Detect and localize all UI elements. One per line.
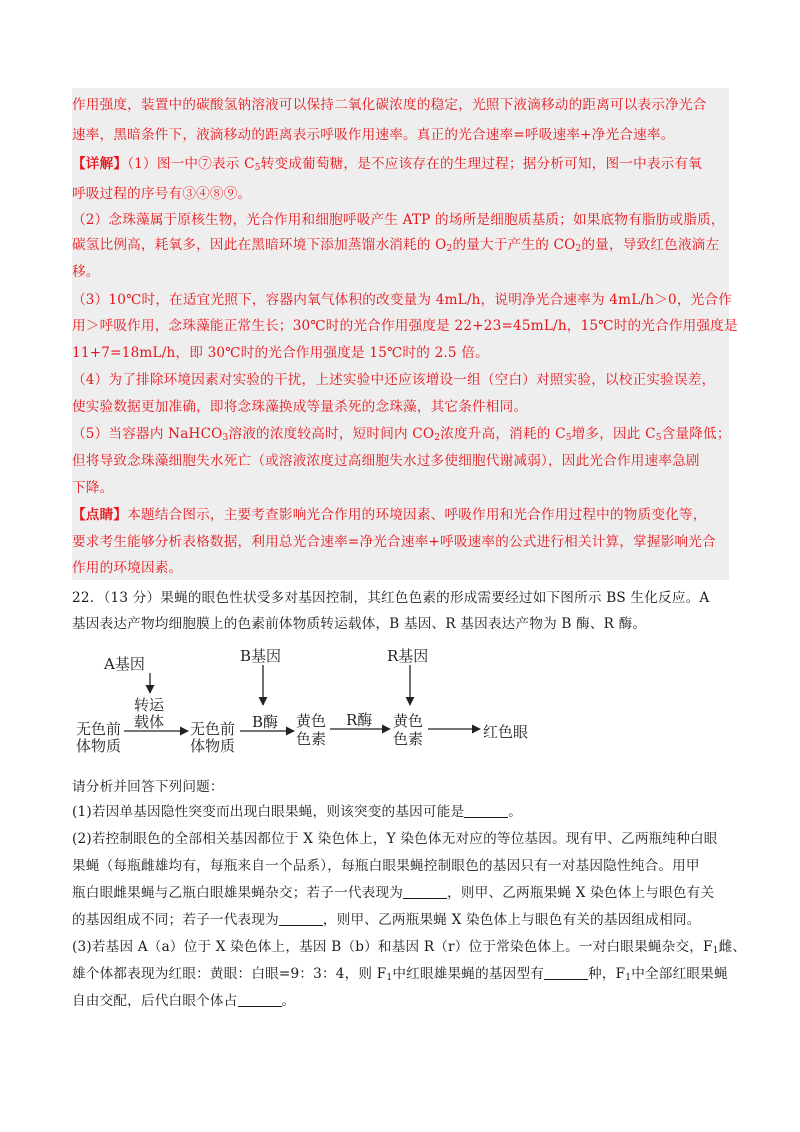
answer-blank-5 (238, 992, 282, 1007)
point-tag: 【点睛】 (72, 507, 128, 523)
precursor-1-line2: 体物质 (76, 737, 122, 755)
answer-blank-4 (544, 965, 588, 980)
answer-blank-1 (464, 803, 508, 818)
enzyme-r-label: R酶 (346, 711, 373, 729)
enzyme-b-label: B酶 (252, 713, 279, 731)
red-eye-label: 红色眼 (483, 723, 529, 741)
detail-3-line2: 用＞呼吸作用，念珠藻能正常生长；30℃时的光合作用强度是 22+23=45mL/h，15℃时的光合作用强度是 (72, 318, 738, 334)
detail-2-line2: 碳氢比例高，耗氧多，因此在黑暗环境下添加蒸馏水消耗的 $O_2$的量大于产生的 $CO_2$的量，导致红色液滴左 (72, 237, 720, 254)
question-line2: 基因表达产物均细胞膜上的色素前体物质转运载体，B 基因、R 基因表达产物为 B 酶、R 酶。 (72, 616, 647, 632)
pathway-diagram (60, 640, 600, 765)
carrier-label-2: 载体 (134, 713, 165, 731)
detail-line2: 呼吸过程的序号有③④⑧⑨。 (72, 186, 252, 202)
subquestion-1: (1)若因单基因隐性突变而出现白眼果蝇，则该突变的基因可能是 。 (72, 804, 523, 820)
detail-5-line3: 下降。 (72, 480, 114, 496)
precursor-2-line2: 体物质 (190, 737, 236, 755)
subquestion-2-line1: (2)若控制眼色的全部相关基因都位于 X 染色体上，Y 染色体无对应的等位基因。现有甲、乙两瓶纯种白眼 (72, 831, 718, 847)
point-line2: 要求考生能够分析表格数据，利用总光合速率=净光合速率+呼吸速率的公式进行相关计算，掌握影响光合 (72, 534, 716, 550)
detail-2-line3: 移。 (72, 264, 100, 280)
detail-3-line3: 11+7=18mL/h，即 30℃时的光合作用强度是 15℃时的 2.5 倍。 (72, 345, 489, 361)
question-line1: 22．（13 分）果蝇的眼色性状受多对基因控制，其红色色素的形成需要经过如下图所示 BS 生化反应。A (72, 590, 710, 606)
answer-blank-2 (403, 884, 447, 899)
yellow-pigment-1-line1: 黄色 (296, 712, 327, 730)
subquestion-3-line1: (3)若基因 A（a）位于 X 染色体上，基因 B（b）和基因 R（r）位于常染色体上。一对白眼果蝇杂交，$F_1$雌、 (72, 939, 747, 956)
gene-a-label: A基因 (104, 655, 145, 673)
detail-5-line2: 但将导致念珠藻细胞失水死亡（或溶液浓度过高细胞失水过多使细胞代谢减弱），因此光合作用速率急剧 (72, 453, 700, 469)
gene-b-label: B基因 (240, 647, 282, 665)
subquestion-2-line2: 果蝇（每瓶雌雄均有，每瓶来自一个品系），每瓶白眼果蝇控制眼色的基因只有一对基因隐性纯合。用甲 (72, 858, 700, 874)
precursor-1-line1: 无色前 (76, 720, 122, 738)
detail-tag: 【详解】 (72, 156, 128, 172)
subquestion-3-line2: 雄个体都表现为红眼：黄眼：白眼=9：3：4，则 $F_1$中红眼雄果蝇的基因型有 种，$F_1$中全部红眼果蝇 (72, 966, 728, 983)
detail-5-line1: （5）当容器内 NaHCO$_3$溶液的浓度较高时，短时间内 $CO_2$浓度升高，消耗的 $C_5$增多，因此 $C_5$含量降低； (72, 426, 731, 443)
subquestion-3-line3: 自由交配，后代白眼个体占 。 (72, 993, 296, 1009)
point-line3: 作用的环境因素。 (72, 560, 183, 576)
detail-3-line1: （3）10℃时，在适宜光照下，容器内氧气体积的改变量为 4mL/h，说明净光合速率为 4mL/h＞0，光合作 (72, 292, 733, 308)
yellow-pigment-1-line2: 色素 (296, 730, 327, 748)
answer-blank-3 (279, 911, 323, 926)
detail-4-line1: （4）为了排除环境因素对实验的干扰，上述实验中还应该增设一组（空白）对照实验，以校正实验误差， (72, 372, 716, 388)
detail-2-line1: （2）念珠藻属于原核生物，光合作用和细胞呼吸产生 ATP 的场所是细胞质基质；如果底物有脂肪或脂质， (72, 212, 725, 228)
carrier-label-1: 转运 (134, 696, 165, 714)
precursor-2-line1: 无色前 (190, 720, 236, 738)
prompt-line: 请分析并回答下列问题： (72, 779, 224, 795)
detail-line1: 【详解】（1）图一中⑦表示 $C_5$转变成葡萄糖，是不应该存在的生理过程；据分析可知，图一中表示有氧 (72, 156, 703, 173)
gene-r-label: R基因 (387, 647, 429, 665)
yellow-pigment-2-line1: 黄色 (393, 712, 424, 730)
yellow-pigment-2-line2: 色素 (393, 730, 424, 748)
point-line1: 【点睛】本题结合图示，主要考查影响光合作用的环境因素、呼吸作用和光合作用过程中的物质变化等， (72, 507, 707, 523)
detail-4-line2: 使实验数据更加准确，即将念珠藻换成等量杀死的念珠藻，其它条件相同。 (72, 399, 528, 415)
subquestion-2-line3: 瓶白眼雌果蝇与乙瓶白眼雄果蝇杂交；若子一代表现为 ，则甲、乙两瓶果蝇 X 染色体上与眼色有关 (72, 885, 715, 901)
answer-intro-line1: 作用强度，装置中的碳酸氢钠溶液可以保持二氧化碳浓度的稳定，光照下液滴移动的距离可以表示净光合 (72, 97, 707, 113)
subquestion-2-line4: 的基因组成不同；若子一代表现为 ，则甲、乙两瓶果蝇 X 染色体上与眼色有关的基因组成相同。 (72, 912, 701, 928)
answer-intro-line2: 速率，黑暗条件下，液滴移动的距离表示呼吸作用速率。真正的光合速率=呼吸速率+净光合速率。 (72, 127, 675, 143)
